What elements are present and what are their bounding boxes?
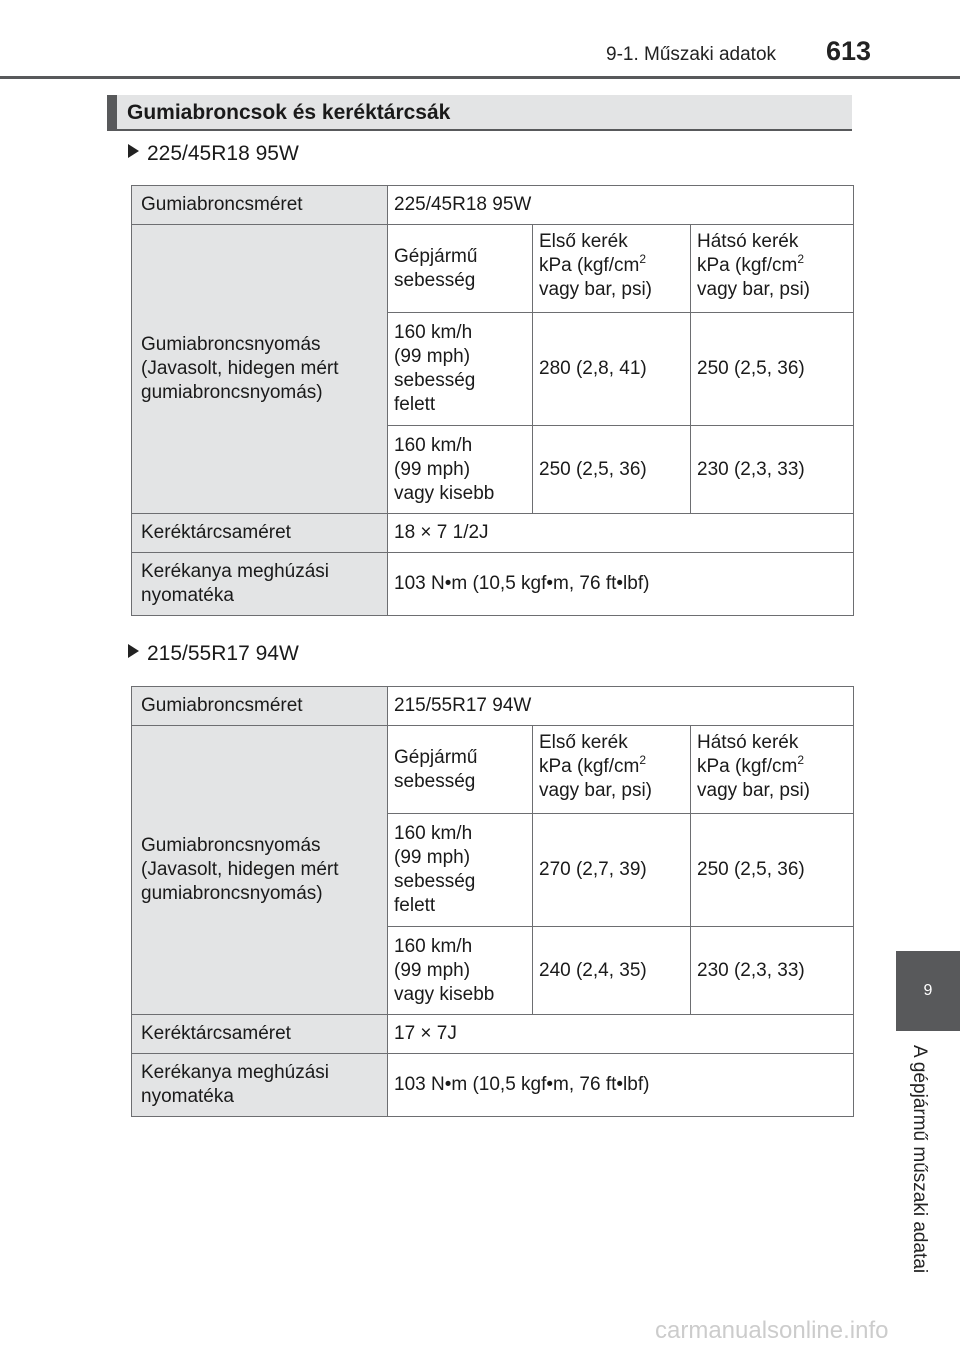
header-line: vagy bar, psi) — [539, 780, 652, 801]
header-unit: kPa (kgf/cm — [539, 756, 640, 777]
header-line: Első kerék — [539, 231, 628, 252]
header-section-title: 9-1. Műszaki adatok — [606, 44, 777, 65]
tire-pressure-label — [132, 726, 388, 1015]
header-line — [697, 755, 847, 779]
triangle-bullet-icon — [128, 644, 139, 658]
table-row — [132, 514, 854, 553]
speed-below-cell — [388, 927, 533, 1015]
cell-line: (99 mph) — [394, 959, 471, 981]
rear-wheel-header — [691, 225, 854, 313]
header-unit: kPa (kgf/cm — [697, 756, 798, 777]
header-unit: kPa (kgf/cm — [539, 255, 640, 276]
cell-line: nyomatéka — [141, 1086, 234, 1107]
wheel-size-label: Keréktárcsaméret — [132, 1015, 388, 1054]
rear-wheel-header — [691, 726, 854, 814]
cell-line: (99 mph) — [394, 847, 471, 868]
tire-spec-table-2 — [131, 686, 854, 1117]
superscript: 2 — [639, 252, 646, 266]
page-number: 613 — [826, 36, 872, 66]
rear-pressure-value: 250 (2,5, 36) — [691, 814, 854, 927]
speed-above-cell — [388, 313, 533, 426]
tire-size-value: 225/45R18 95W — [388, 186, 854, 225]
wheel-size-value: 17 × 7J — [388, 1015, 854, 1054]
cell-line: 160 km/h — [394, 935, 473, 957]
cell-line: nyomatéka — [141, 585, 234, 606]
table-row — [132, 225, 854, 313]
table-row — [132, 726, 854, 814]
cell-line: felett — [394, 895, 436, 916]
tire-size-value: 215/55R17 94W — [388, 687, 854, 726]
cell-line: Kerékanya meghúzási — [141, 561, 329, 582]
header-line: vagy bar, psi) — [539, 279, 652, 300]
subsection-heading-text: 215/55R17 94W — [147, 642, 299, 665]
subsection-heading-1 — [128, 142, 299, 166]
cell-line: 160 km/h — [394, 322, 473, 343]
header-line: sebesség — [394, 770, 476, 792]
speed-above-cell — [388, 814, 533, 927]
speed-below-cell — [388, 426, 533, 514]
cell-line: felett — [394, 394, 436, 415]
header-line: vagy bar, psi) — [697, 780, 810, 801]
header-line — [539, 254, 684, 278]
header-line: Első kerék — [539, 732, 628, 753]
header-line: Gépjármű — [394, 245, 478, 267]
lug-nut-torque-label — [132, 553, 388, 616]
lug-nut-torque-label — [132, 1054, 388, 1117]
front-pressure-value: 250 (2,5, 36) — [533, 426, 691, 514]
tire-pressure-label-line: Gumiabroncsnyomás — [141, 334, 321, 355]
front-wheel-header — [533, 726, 691, 814]
tire-pressure-label-line: Gumiabroncsnyomás — [141, 835, 321, 856]
cell-line: sebesség — [394, 871, 476, 892]
cell-line: (99 mph) — [394, 458, 471, 480]
tire-pressure-label-line: gumiabroncsnyomás) — [141, 883, 323, 904]
cell-line: 160 km/h — [394, 434, 473, 456]
tire-pressure-label-line: (Javasolt, hidegen mért — [141, 358, 339, 379]
tire-pressure-label-line: gumiabroncsnyomás) — [141, 382, 323, 403]
section-heading — [107, 95, 852, 131]
tire-size-label: Gumiabroncsméret — [132, 687, 388, 726]
front-wheel-header — [533, 225, 691, 313]
rear-pressure-value: 250 (2,5, 36) — [691, 313, 854, 426]
tire-pressure-label-line: (Javasolt, hidegen mért — [141, 859, 339, 880]
subsection-heading-text: 225/45R18 95W — [147, 142, 299, 165]
header-line — [539, 755, 684, 779]
wheel-size-value: 18 × 7 1/2J — [388, 514, 854, 553]
table-row — [132, 1015, 854, 1054]
header-line: sebesség — [394, 269, 476, 291]
table-row — [132, 687, 854, 726]
watermark: carmanualsonline.info — [655, 1317, 889, 1344]
tire-pressure-label — [132, 225, 388, 514]
vehicle-speed-header — [388, 726, 533, 814]
header-line: Gépjármű — [394, 746, 478, 768]
subsection-heading-2 — [128, 642, 299, 666]
table-row — [132, 186, 854, 225]
cell-line: 160 km/h — [394, 823, 473, 844]
front-pressure-value: 270 (2,7, 39) — [533, 814, 691, 927]
superscript: 2 — [797, 252, 804, 266]
superscript: 2 — [639, 753, 646, 767]
cell-line: Kerékanya meghúzási — [141, 1062, 329, 1083]
cell-line: sebesség — [394, 370, 476, 391]
lug-nut-torque-value: 103 N•m (10,5 kgf•m, 76 ft•lbf) — [388, 553, 854, 616]
tire-size-label: Gumiabroncsméret — [132, 186, 388, 225]
cell-line: (99 mph) — [394, 346, 471, 367]
cell-line: vagy kisebb — [394, 482, 495, 504]
header-line: vagy bar, psi) — [697, 279, 810, 300]
cell-line: vagy kisebb — [394, 983, 495, 1005]
header-line: Hátsó kerék — [697, 231, 799, 252]
wheel-size-label: Keréktárcsaméret — [132, 514, 388, 553]
lug-nut-torque-value: 103 N•m (10,5 kgf•m, 76 ft•lbf) — [388, 1054, 854, 1117]
header-line — [697, 254, 847, 278]
header-line: Hátsó kerék — [697, 732, 799, 753]
rear-pressure-value: 230 (2,3, 33) — [691, 927, 854, 1015]
table-row — [132, 1054, 854, 1117]
table-row — [132, 553, 854, 616]
section-title: Gumiabroncsok és keréktárcsák — [127, 101, 451, 124]
front-pressure-value: 280 (2,8, 41) — [533, 313, 691, 426]
header-divider — [0, 76, 960, 79]
chapter-tab-label: A gépjármű műszaki adatai — [909, 1045, 930, 1274]
triangle-bullet-icon — [128, 144, 139, 158]
vehicle-speed-header — [388, 225, 533, 313]
tire-spec-table-1 — [131, 185, 854, 616]
superscript: 2 — [797, 753, 804, 767]
header-unit: kPa (kgf/cm — [697, 255, 798, 276]
front-pressure-value: 240 (2,4, 35) — [533, 927, 691, 1015]
rear-pressure-value: 230 (2,3, 33) — [691, 426, 854, 514]
chapter-tab-number: 9 — [896, 951, 960, 1031]
section-heading-accent — [107, 95, 117, 131]
